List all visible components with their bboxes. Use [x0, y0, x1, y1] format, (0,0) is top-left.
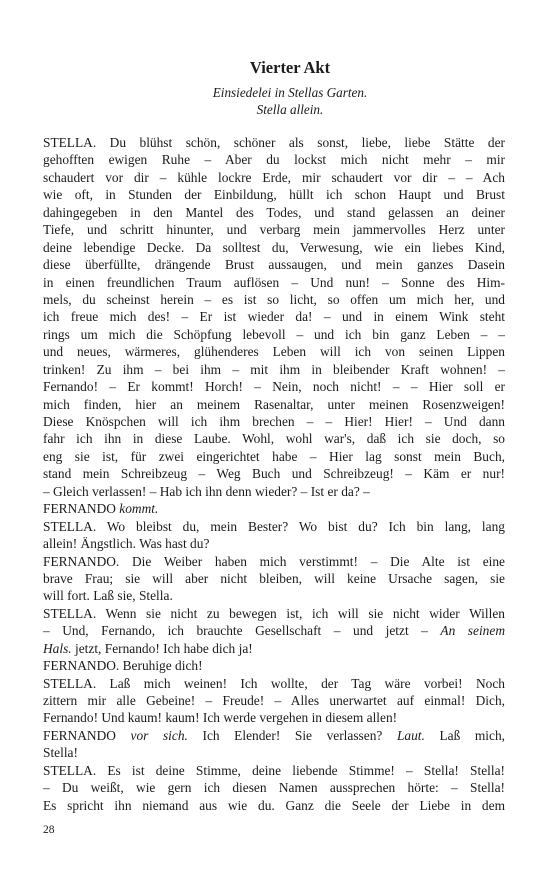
text-line — [43, 692, 505, 709]
text-segment: mich finden, hier an meinem Rasenaltar, unter meinen Rosenzweigen! — [43, 396, 505, 412]
text-segment: Stella! — [43, 745, 78, 761]
text-segment: allein! Ängstlich. Was hast du? — [43, 536, 210, 552]
text-line — [43, 535, 505, 552]
text-line — [43, 308, 505, 325]
text-line — [43, 744, 505, 761]
text-line — [43, 483, 505, 500]
text-segment: deine lebendige Decke. Da solltest du, Verwesung, wie ein liebes Kind, — [43, 239, 505, 255]
text-segment: Fernando! Und kaum! kaum! Ich werde vergehen in diesem allen! — [43, 710, 398, 726]
text-line — [43, 465, 505, 482]
text-line — [43, 256, 505, 273]
text-line — [43, 587, 505, 604]
text-line — [43, 500, 505, 517]
text-segment: FERNANDO. Die Weiber haben mich verstimmt! – Die Alte ist eine — [43, 553, 505, 569]
text-segment: wie oft, in Stunden der Einbildung, hüllt ich schon Haupt und Brust — [43, 187, 505, 203]
text-segment: – Und, Fernando, ich brauchte Gesellschaft – und jetzt – — [43, 623, 441, 639]
text-line — [43, 622, 505, 639]
text-line — [43, 221, 505, 238]
text-segment: fahr ich ihn in diese Laube. Wohl, wohl war's, daß ich sie doch, so — [43, 431, 505, 447]
text-segment: rings um mich die Schöpfung lebevoll – und ich bin ganz Leben – – — [43, 326, 505, 342]
text-segment: STELLA. Du blühst schön, schöner als sonst, liebe, liebe Stätte der — [43, 135, 505, 150]
text-line — [43, 169, 505, 186]
text-segment: mels, du scheinst herein – es ist so licht, so offen um mich her, und — [43, 291, 505, 307]
text-line — [43, 430, 505, 447]
text-line — [43, 413, 505, 430]
text-segment: FERNANDO — [43, 501, 120, 517]
text-segment: gehofften ewigen Ruhe – Aber du lockst mich nicht mehr – mir — [43, 152, 505, 168]
text-segment: STELLA. Wenn sie nicht zu bewegen ist, ich will sie nicht wider Willen — [43, 605, 505, 621]
text-line — [43, 186, 505, 203]
text-line — [43, 518, 505, 535]
text-segment: – Du weißt, wie gern ich diesen Namen aussprechen hörte: – Stella! — [43, 780, 505, 796]
stage-direction: Stella allein. — [256, 102, 324, 117]
text-line — [43, 361, 505, 378]
text-line — [43, 239, 505, 256]
scene-setting: Einsiedelei in Stellas Garten. — [212, 85, 368, 100]
text-line — [43, 640, 505, 657]
text-segment: trinken! Zu ihm – bei ihm – mit ihm in bleibender Kraft wohnen! – — [43, 361, 505, 377]
text-segment: will fort. Laß sie, Stella. — [43, 588, 173, 604]
stage-direction-italic: Laut. — [396, 727, 425, 743]
text-segment: STELLA. Laß mich weinen! Ich wollte, der Tag wäre vorbei! Noch — [43, 675, 505, 691]
text-segment: Fernando! – Er kommt! Horch! – Nein, noch nicht! – – Hier soll er — [43, 379, 505, 395]
text-segment: in einen freundlichen Traum auflösen – Und nun! – Sonne des Him- — [43, 274, 505, 290]
stage-direction-italic: vor sich. — [130, 727, 188, 743]
text-segment: diese überfüllte, drängende Brust aussaugen, und mein ganzes Dasein — [43, 257, 505, 273]
text-line — [43, 343, 505, 360]
text-line — [43, 291, 505, 308]
stage-direction-italic: Hals. — [43, 640, 72, 656]
text-segment: Es spricht ihn niemand aus wie du. Ganz die Seele der Liebe in dem — [43, 797, 505, 813]
text-line — [43, 396, 505, 413]
text-segment: Tiefe, und schritt hinunter, und verbarg mein jammervolles Herz unter — [43, 222, 505, 238]
text-line — [43, 675, 505, 692]
text-line — [43, 274, 505, 291]
text-line — [43, 378, 505, 395]
text-segment: eng sie ist, für zwei eingerichtet habe – Hier lag sonst mein Buch, — [43, 448, 505, 464]
text-line — [43, 553, 505, 570]
stage-direction-italic: kommt. — [119, 501, 159, 517]
text-line — [43, 709, 505, 726]
text-line — [43, 326, 505, 343]
text-line — [43, 657, 505, 674]
text-segment: Ich Elender! Sie verlassen? — [187, 727, 397, 743]
text-segment: dahingegeben in den Mantel des Todes, und stand gelassen an deiner — [43, 204, 505, 220]
text-segment: FERNANDO. Beruhige dich! — [43, 658, 203, 674]
text-segment: FERNANDO — [43, 727, 131, 743]
text-segment: – Gleich verlassen! – Hab ich ihn denn wieder? – Ist er da? – — [43, 483, 370, 499]
text-line — [43, 762, 505, 779]
text-segment: schaudert vor dir – kühle lockre Erde, mir schaudert vor dir – – Ach — [43, 169, 505, 185]
text-segment: zittern mir alle Gebeine! – Freude! – Alles unerwartet auf einmal! Dich, — [43, 693, 505, 708]
page-number: 28 — [43, 824, 55, 836]
text-line — [43, 779, 505, 796]
text-segment: jetzt, Fernando! Ich habe dich ja! — [71, 640, 253, 656]
text-segment: brave Frau; sie will aber nicht bleiben, will keine Ursache sagen, sie — [43, 570, 505, 586]
text-segment: ich freue mich des! – Er ist wieder da! – und in einem Wink steht — [43, 309, 505, 325]
text-line — [43, 797, 505, 814]
text-segment: und neues, wärmeres, glühenderes Leben will ich von seinen Lippen — [43, 344, 505, 360]
text-segment: STELLA. Wo bleibst du, mein Bester? Wo bist du? Ich bin lang, lang — [43, 518, 505, 534]
text-line — [43, 151, 505, 168]
text-line — [43, 727, 505, 744]
text-line — [43, 605, 505, 622]
text-line — [43, 448, 505, 465]
text-line — [43, 570, 505, 587]
text-segment: Diese Knöspchen will ich ihm brechen – – Hier! Hier! – Und dann — [43, 414, 505, 429]
text-segment: STELLA. Es ist deine Stimme, deine liebende Stimme! – Stella! Stella! — [43, 762, 505, 778]
act-title: Vierter Akt — [249, 58, 331, 77]
text-segment: Laß mich, — [424, 727, 505, 743]
text-segment: stand mein Schreibzeug – Weg Buch und Schreibzeug! – Käm er nur! — [43, 466, 505, 482]
play-text — [43, 134, 505, 814]
text-line — [43, 204, 505, 221]
text-line — [43, 134, 505, 151]
stage-direction-italic: An seinem — [440, 623, 505, 639]
